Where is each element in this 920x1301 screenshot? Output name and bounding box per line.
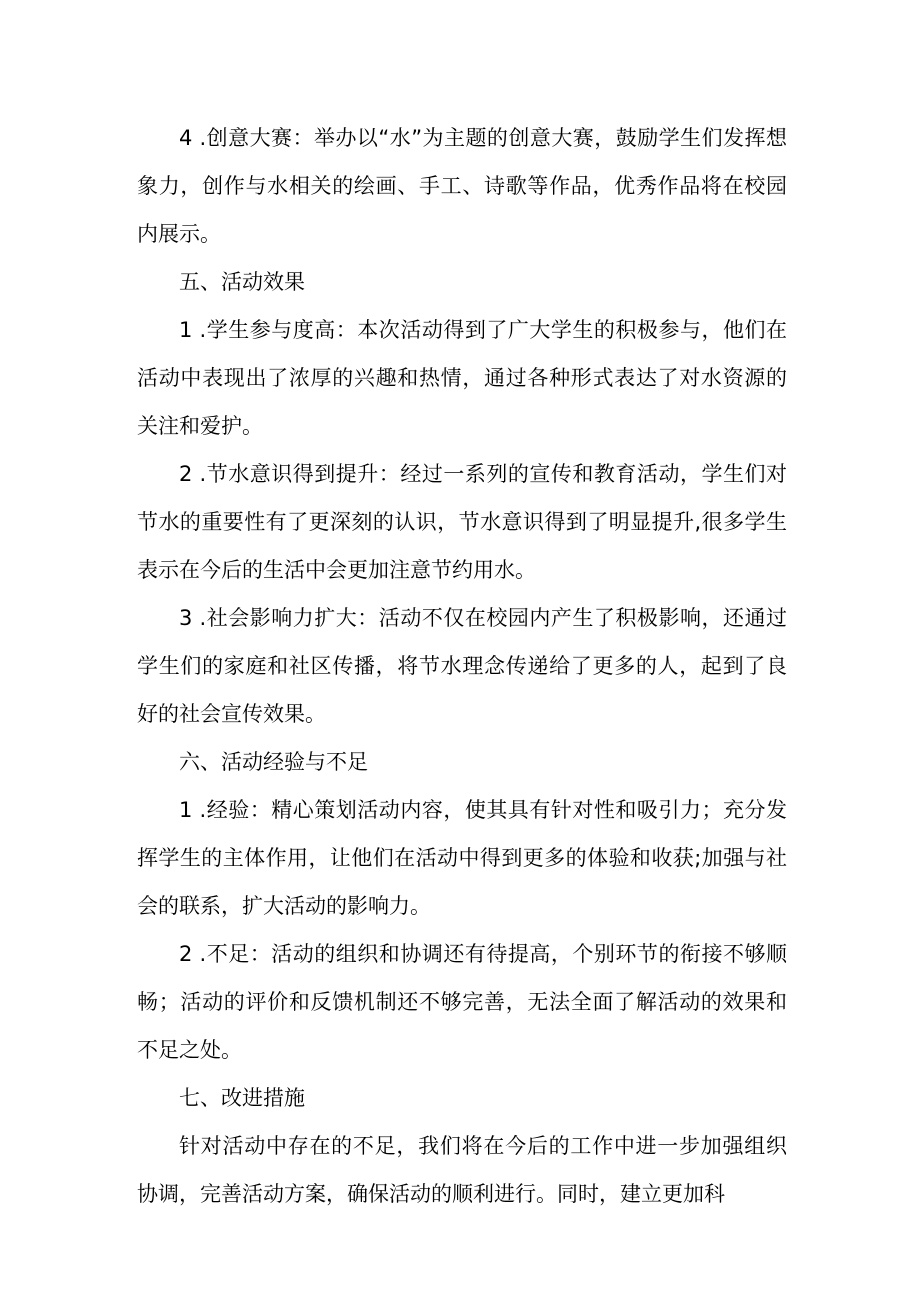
paragraph-student-participation: 1 .学生参与度高：本次活动得到了广大学生的积极参与，他们在活动中表现出了浓厚的兴趣和热情，通过各种形式表达了对水资源的关注和爱护。	[137, 318, 787, 438]
section-heading-improvements: 七、改进措施	[179, 1086, 305, 1110]
paragraph-shortcomings: 2 .不足：活动的组织和协调还有待提高，个别环节的衔接不够顺畅；活动的评价和反馈机制还不够完善，无法全面了解活动的效果和不足之处。	[137, 942, 787, 1062]
paragraph-creative-contest: 4 .创意大赛：举办以“水”为主题的创意大赛，鼓励学生们发挥想象力，创作与水相关的绘画、手工、诗歌等作品，优秀作品将在校园内展示。	[137, 126, 787, 246]
document-body	[137, 114, 787, 1218]
section-heading-activity-effects: 五、活动效果	[179, 270, 305, 294]
paragraph-experience: 1 .经验：精心策划活动内容，使其具有针对性和吸引力；充分发挥学生的主体作用，让他们在活动中得到更多的体验和收获;加强与社会的联系，扩大活动的影响力。	[137, 798, 787, 918]
paragraph-social-influence: 3 .社会影响力扩大：活动不仅在校园内产生了积极影响，还通过学生们的家庭和社区传播，将节水理念传递给了更多的人，起到了良好的社会宣传效果。	[137, 606, 787, 726]
section-heading-experience-shortcomings: 六、活动经验与不足	[179, 750, 368, 774]
paragraph-water-awareness: 2 .节水意识得到提升：经过一系列的宣传和教育活动，学生们对节水的重要性有了更深刻的认识，节水意识得到了明显提升,很多学生表示在今后的生活中会更加注意节约用水。	[137, 462, 787, 582]
paragraph-improvement-measures: 针对活动中存在的不足，我们将在今后的工作中进一步加强组织协调，完善活动方案，确保活动的顺利进行。同时，建立更加科	[137, 1134, 787, 1206]
